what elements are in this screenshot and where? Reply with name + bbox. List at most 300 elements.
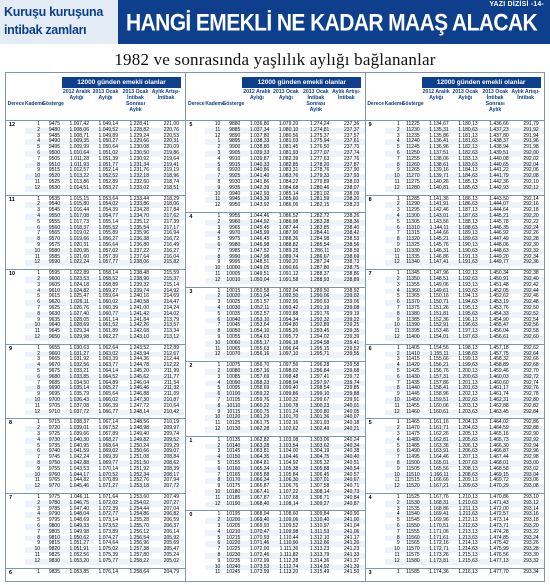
table-cell: 11320 (406, 236, 420, 243)
table-cell: 1.235,96 (129, 230, 149, 237)
table-cell: 1.166,11 (429, 471, 449, 478)
table-cell: 1.039,33 (249, 150, 270, 156)
table-cell: 1.013,86 (69, 179, 89, 185)
table-cell: 1.055,14 (98, 218, 118, 225)
table-cell: 9640 (48, 322, 60, 329)
table-body (366, 120, 544, 581)
table-cell: 3 (37, 431, 40, 437)
table-cell: 10200 (226, 517, 241, 524)
table-cell: 1.173,81 (429, 557, 449, 564)
table-cell: 221,00 (163, 121, 179, 127)
table-cell: 1.460,60 (489, 379, 509, 386)
table-cell: 1.299,67 (309, 397, 330, 403)
table-cell: 10 (34, 247, 40, 254)
table-cell: 1.204,13 (458, 419, 478, 426)
table-cell: 293,16 (523, 511, 539, 518)
table-cell: 1.138,06 (429, 155, 449, 162)
group-divider (366, 418, 545, 419)
table-cell: 1.058,52 (98, 276, 118, 282)
table-cell: 1.246,88 (129, 391, 149, 398)
table-cell: 7 (217, 546, 221, 553)
table-cell: 1.021,60 (69, 253, 89, 260)
table-cell: 1.459,46 (489, 368, 509, 374)
table-cell: 2 (37, 201, 40, 208)
table-cell: 1.040,86 (249, 167, 270, 174)
table-cell: 1.052,52 (98, 173, 118, 180)
table-cell: 1.061,89 (98, 328, 118, 335)
table-cell: 10 (34, 397, 40, 403)
table-cell: 1.208,13 (458, 465, 478, 472)
table-cell: 9 (37, 540, 40, 547)
table-cell: 1.020,95 (69, 247, 89, 254)
table-cell: 9605 (48, 281, 60, 288)
table-cell: 12 (34, 557, 40, 564)
table-cell: 11345 (406, 270, 420, 277)
table-cell: 1.098,02 (278, 368, 299, 374)
table-cell: 1.476,56 (489, 552, 509, 558)
table-cell: 1.090,66 (278, 265, 299, 272)
table-cell: 1.066,02 (98, 397, 118, 403)
table-cell: 1.253,18 (129, 483, 149, 490)
table-cell: 1.050,58 (249, 287, 270, 294)
table-cell: 1.468,58 (489, 465, 509, 472)
group-divider (186, 361, 365, 362)
table-cell: 1.081,03 (278, 138, 299, 145)
table-cell: 1.304,19 (309, 448, 330, 455)
table-cell: 1.214,63 (458, 546, 478, 553)
table-cell: 1.189,13 (458, 230, 478, 237)
table-cell: 1.072,39 (98, 505, 118, 512)
table-cell: 1.199,63 (458, 362, 478, 369)
table-cell: 1.080,10 (278, 126, 299, 133)
table-cell: 1.111,82 (279, 552, 299, 558)
table-cell: 238,73 (344, 259, 360, 266)
table-cell: 4 (217, 230, 221, 237)
table-cell: 10210 (226, 528, 241, 535)
table-cell: 1 (217, 287, 221, 294)
table-cell: 292,56 (523, 322, 539, 329)
table-cell: 1.042,88 (69, 460, 89, 466)
table-cell: 292,38 (523, 270, 539, 277)
table-cell: 1 (396, 344, 400, 351)
table-cell: 1.016,44 (69, 207, 89, 214)
table-cell: 1.057,39 (98, 253, 118, 260)
table-cell: 1.072,00 (249, 546, 270, 553)
table-cell: 1.046,98 (249, 242, 270, 248)
table-cell: 292,52 (523, 310, 539, 317)
table-cell: 240,34 (344, 442, 360, 449)
table-cell: 6 (37, 523, 40, 529)
table-cell: 1.076,14 (98, 568, 118, 575)
table-cell: 1.141,36 (429, 195, 449, 202)
table-cell: 12 (394, 184, 400, 191)
table-cell: 292,02 (523, 155, 539, 162)
table-cell: 5 (396, 144, 400, 151)
table-cell: 1.058,23 (249, 379, 270, 386)
table-cell: 1.197,63 (458, 334, 478, 340)
table-cell: 11 (34, 328, 40, 335)
table-cell: 11 (34, 402, 40, 409)
table-cell: 1.172,16 (429, 540, 449, 547)
table-cell: 1.456,04 (489, 328, 509, 335)
table-cell: 10030 (226, 305, 241, 311)
table-cell: 1.473,14 (489, 517, 509, 524)
table-cell: 7 (396, 454, 400, 461)
table-row (385, 559, 544, 565)
table-cell: 9595 (48, 270, 60, 277)
table-cell: 1.149,06 (429, 281, 449, 288)
table-cell: 1.024,18 (69, 281, 89, 288)
table-cell: 1.233,44 (129, 195, 149, 202)
table-cell: 1.139,71 (429, 173, 449, 180)
table-cell: 207,49 (163, 494, 179, 500)
table-cell: 1.202,63 (458, 397, 478, 403)
table-cell: 1.196,63 (458, 322, 478, 329)
table-cell: 1.228,82 (129, 126, 149, 133)
table-cell: 1.107,68 (278, 494, 299, 501)
table-cell: 4 (217, 379, 221, 386)
table-cell: 1.171,61 (429, 534, 449, 541)
table-cell: 9755 (48, 465, 60, 472)
table-cell: 1.110,44 (279, 534, 299, 541)
table-cell: 1.190,13 (458, 242, 478, 248)
table-cell: 8 (396, 310, 400, 317)
table-cell: 11475 (406, 431, 420, 437)
table-cell: 10 (214, 339, 221, 346)
table-cell: 208,84 (163, 454, 179, 461)
table-cell: 9 (37, 465, 40, 472)
table-cell: 11405 (406, 344, 420, 351)
table-cell: 292,04 (523, 161, 539, 168)
table-cell: 1.437,23 (489, 126, 509, 133)
table-cell: 1.275,94 (309, 138, 330, 145)
table-cell: 9570 (48, 236, 60, 243)
table-cell: 1.058,89 (98, 281, 118, 288)
table-cell: 10 (394, 397, 400, 403)
table-cell: 1.198,13 (458, 344, 478, 351)
table-row (25, 484, 184, 490)
column-header: Derece (367, 101, 384, 107)
table-cell: 11255 (406, 155, 420, 162)
table-cell: 210,64 (163, 402, 179, 409)
table-cell: 11275 (406, 179, 420, 185)
table-cell: 1.065,64 (98, 391, 118, 398)
table-cell: 1 (37, 494, 40, 500)
table-cell: 2 (396, 499, 400, 506)
table-cell: 1.150,16 (429, 293, 449, 300)
table-cell: 1.091,12 (278, 271, 299, 277)
table-cell: 1.145,21 (429, 236, 449, 243)
column-header: 2013 Ocak Aylığı (92, 89, 119, 101)
table-cell: 239,68 (344, 368, 360, 374)
table-cell: 10 (214, 563, 221, 570)
table-cell: 3 (396, 132, 400, 139)
table-cell: 1.453,19 (489, 299, 509, 306)
table-cell: 10160 (226, 465, 241, 472)
derece-label: 12 (9, 122, 15, 128)
table-cell: 1.046,75 (69, 499, 89, 506)
table-cell: 208,39 (163, 465, 179, 472)
table-cell: 1.182,63 (458, 150, 478, 156)
table-cell: 1.238,48 (129, 270, 149, 277)
table-cell: 1.105,84 (278, 471, 299, 478)
table-cell: 6 (217, 465, 221, 472)
group-divider (6, 418, 185, 419)
table-cell: 9940 (229, 190, 241, 197)
table-cell: 1.466,30 (489, 442, 509, 449)
table-cell: 1.067,41 (249, 489, 270, 495)
table-cell: 9660 (48, 350, 60, 357)
table-cell: 9995 (229, 259, 241, 266)
table-cell: 9955 (229, 213, 241, 219)
table-cell: 1.088,82 (278, 242, 299, 248)
table-cell: 11335 (406, 253, 420, 260)
table-cell: 220,76 (163, 126, 179, 133)
table-cell: 1.071,46 (249, 540, 270, 547)
table-cell: 1.039,01 (69, 425, 89, 432)
table-cell: 9 (217, 259, 221, 266)
table-cell: 218,74 (163, 179, 179, 185)
table-cell: 1.290,06 (309, 293, 330, 300)
table-cell: 1.090,20 (278, 259, 299, 266)
table-cell: 1.450,34 (489, 270, 509, 277)
table-cell: 1.085,14 (278, 190, 299, 197)
page-header (0, 0, 550, 46)
table-cell: 1.026,11 (69, 299, 89, 306)
table-cell: 12 (394, 408, 400, 415)
table-cell: 1.185,13 (458, 179, 478, 185)
group-divider (366, 195, 545, 196)
table-cell: 9990 (229, 253, 241, 260)
table-cell: 9515 (48, 167, 60, 174)
table-cell: 239,55 (344, 351, 360, 358)
table-cell: 1.229,66 (129, 138, 149, 145)
table-cell: 1.278,76 (309, 167, 330, 174)
table-cell: 292,48 (523, 299, 539, 306)
table-cell: 1.193,13 (458, 281, 478, 288)
table-cell: 12 (34, 483, 40, 490)
table-cell: 9675 (48, 368, 60, 374)
table-cell: 293,12 (523, 499, 539, 506)
table-cell: 4 (396, 138, 400, 145)
table-cell: 209,52 (163, 436, 179, 443)
table-cell: 1.056,64 (98, 242, 118, 248)
table-cell: 240,18 (344, 420, 360, 427)
table-cell: 1.010,64 (69, 150, 89, 156)
table-cell: 1.303,06 (309, 436, 330, 443)
table-cell: 1.024,82 (69, 287, 89, 294)
table-cell: 9655 (48, 344, 60, 351)
table-cell: 9835 (48, 568, 60, 575)
table-cell: 1.101,24 (278, 408, 299, 415)
table-cell: 216,49 (163, 242, 179, 248)
table-cell: 9740 (48, 448, 60, 455)
table-cell: 1.015,80 (69, 201, 89, 208)
table-cell: 11575 (406, 552, 420, 558)
table-cell: 1.154,01 (429, 334, 449, 340)
table-cell: 1.207,13 (458, 454, 478, 461)
table-cell: 239,22 (344, 316, 360, 323)
table-cell: 1 (396, 568, 400, 575)
table-cell: 1.204,63 (458, 425, 478, 432)
table-cell: 1.305,88 (309, 465, 330, 472)
table-cell: 1.054,63 (249, 334, 270, 340)
table-cell: 1.073,89 (98, 528, 118, 535)
table-cell: 1.162,26 (429, 431, 449, 437)
table-cell: 2 (37, 499, 40, 506)
table-cell: 9770 (48, 483, 60, 490)
table-cell: 292,26 (523, 230, 539, 237)
table-cell: 292,80 (523, 397, 539, 403)
table-cell: 11385 (406, 316, 420, 323)
table-cell: 10 (214, 121, 221, 127)
table-cell: 11545 (406, 517, 420, 524)
table-cell: 3 (217, 299, 221, 306)
table-cell: 1.455,47 (489, 322, 509, 329)
table-cell: 1.111,36 (279, 546, 299, 553)
table-cell: 1.086,06 (278, 202, 299, 209)
table-cell: 1.109,98 (278, 528, 299, 535)
table-cell: 292,30 (523, 242, 539, 248)
table-cell: 9735 (48, 442, 60, 449)
table-cell: 1.240,58 (129, 299, 149, 306)
table-cell: 238,20 (344, 196, 360, 203)
table-cell: 7 (396, 305, 400, 311)
table-cell: 213,79 (163, 316, 179, 323)
table-cell: 1.280,46 (309, 184, 330, 191)
table-cell: 9635 (48, 316, 60, 323)
table-cell: 4 (37, 138, 40, 145)
table-cell: 1.042,93 (249, 190, 270, 197)
table-cell: 1.051,04 (249, 293, 270, 300)
table-cell: 1.055,52 (98, 224, 118, 231)
table-cell: 11 (394, 328, 400, 335)
table-cell: 1.163,36 (429, 442, 449, 449)
table-cell: 11445 (406, 391, 420, 398)
table-cell: 1.286,11 (310, 247, 330, 254)
table-cell: 1.309,27 (309, 500, 330, 507)
table-cell: 293,06 (523, 477, 539, 484)
table-cell: 1.051,91 (69, 546, 89, 553)
table-cell: 9630 (48, 310, 60, 317)
table-cell: 239,39 (344, 334, 360, 340)
table-cell: 1.247,72 (129, 402, 149, 409)
table-cell: 12 (394, 259, 400, 266)
table-cell: 3 (37, 132, 40, 139)
table-cell: 218,51 (163, 184, 179, 191)
table-cell: 240,38 (344, 448, 360, 455)
table-cell: 1.258,64 (129, 568, 149, 575)
table-cell: 11500 (406, 460, 420, 466)
table-cell: 292,94 (523, 442, 539, 449)
table-cell: 293,30 (523, 552, 539, 558)
group-divider (186, 120, 365, 121)
table-cell: 1.087,90 (278, 230, 299, 237)
table-cell: 292,46 (523, 293, 539, 300)
table-cell: 1.008,71 (69, 132, 89, 139)
table-cell: 1.276,50 (309, 144, 330, 151)
table-cell: 1.163,91 (429, 448, 449, 455)
table-cell: 212,67 (163, 350, 179, 357)
table-cell: 1.049,51 (249, 271, 270, 277)
table-cell: 1.099,40 (278, 385, 299, 392)
table-cell: 1.048,04 (69, 511, 89, 518)
table-cell: 1.282,15 (309, 202, 330, 209)
table-cell: 9555 (48, 218, 60, 225)
table-panel (6, 73, 185, 581)
table-cell: 1.106,30 (278, 477, 299, 484)
table-cell: 1.054,10 (249, 328, 270, 335)
table-cell: 292,22 (523, 218, 539, 225)
table-cell: 11580 (406, 557, 420, 564)
table-row (205, 570, 364, 576)
table-cell: 1.025,47 (69, 293, 89, 300)
table-cell: 1.300,23 (309, 402, 330, 409)
table-cell: 292,06 (523, 167, 539, 174)
table-cell: 1.047,52 (249, 247, 270, 254)
table-cell: 1.189,63 (458, 236, 478, 243)
table-cell: 1.292,89 (309, 322, 330, 329)
table-cell: 1.049,98 (69, 528, 89, 535)
group-divider (186, 436, 365, 437)
table-cell: 1.181,13 (458, 132, 478, 139)
table-cell: 1.285,54 (309, 242, 330, 248)
table-cell: 9970 (229, 230, 241, 237)
table-cell: 1.020,31 (69, 242, 89, 248)
table-cell: 1.061,75 (249, 420, 270, 427)
table-cell: 1.439,51 (489, 150, 509, 156)
table-cell: 1.470,86 (489, 494, 509, 500)
table-cell: 292,66 (523, 356, 539, 363)
table-cell: 216,94 (163, 230, 179, 237)
table-cell: 10050 (226, 328, 241, 335)
table-cell: 11 (394, 253, 400, 260)
table-cell: 9580 (48, 247, 60, 254)
table-cell: 1.314,36 (309, 557, 330, 564)
table-cell: 1.070,89 (98, 477, 118, 484)
table-cell: 1.064,52 (98, 373, 118, 380)
table-cell: 3 (217, 373, 221, 380)
table-cell: 1.109,06 (278, 517, 299, 524)
table-cell: 239,02 (344, 293, 360, 300)
table-cell: 10060 (226, 339, 241, 346)
table-cell: 9915 (229, 161, 241, 168)
table-cell: 1.295,71 (309, 351, 330, 358)
table-cell: 293,26 (523, 540, 539, 547)
table-cell: 11450 (406, 397, 420, 403)
table-cell: 1.066,34 (249, 477, 270, 484)
table-cell: 1.236,38 (129, 236, 149, 243)
table-cell: 1.215,13 (458, 552, 478, 558)
table-cell: 1.093,88 (278, 310, 299, 317)
table-cell: 1.049,14 (98, 121, 118, 127)
table-cell: 2 (396, 201, 400, 208)
table-cell: 1.465,73 (489, 436, 509, 443)
table-cell: 1.440,08 (489, 155, 509, 162)
table-cell: 1.290,63 (309, 299, 330, 306)
table-cell: 1.057,69 (249, 373, 270, 380)
table-cell: 205,47 (163, 546, 179, 553)
table-cell: 1.102,62 (278, 426, 299, 432)
table-cell: 9775 (48, 494, 60, 500)
table-cell: 212,22 (163, 362, 179, 369)
derece-label: 3 (189, 288, 193, 295)
table-cell: 3 (396, 281, 400, 288)
table-cell: 10080 (226, 368, 241, 374)
table-cell: 1.072,02 (98, 499, 118, 506)
table-cell: 10110 (226, 402, 241, 409)
table-cell: 11 (215, 271, 221, 277)
